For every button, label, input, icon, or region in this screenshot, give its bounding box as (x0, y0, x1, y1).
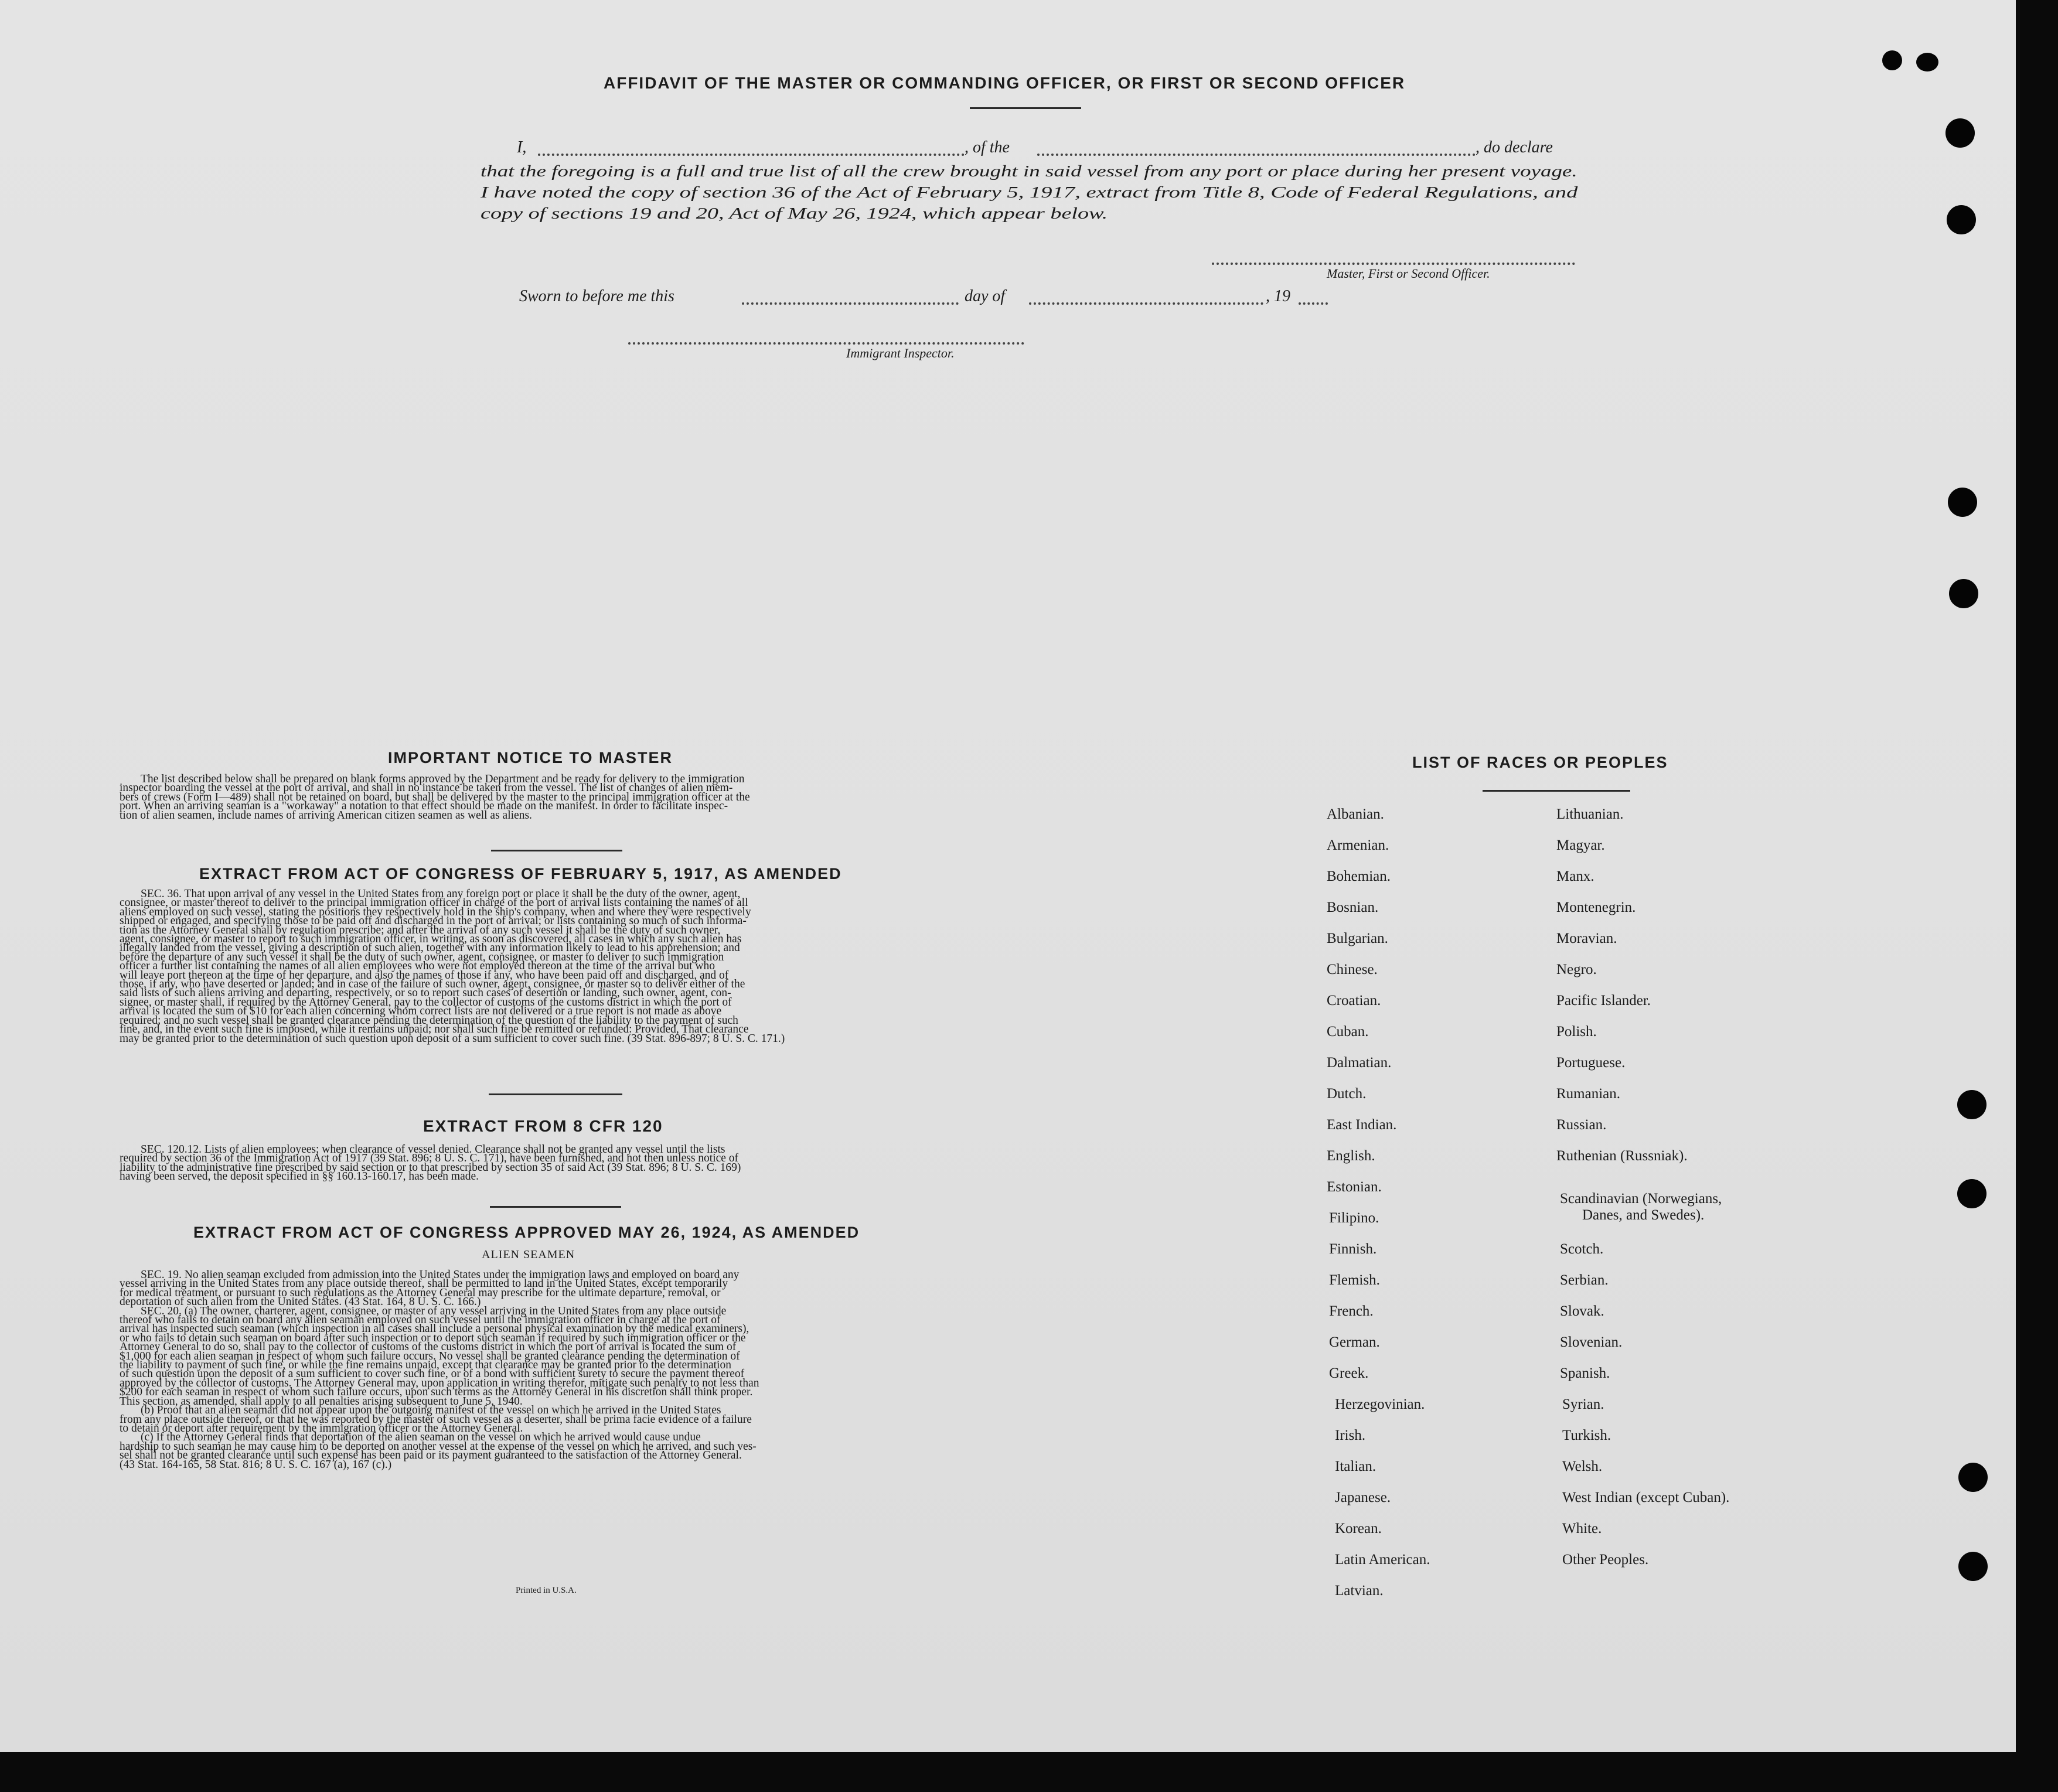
affidavit-title-rule (970, 107, 1081, 109)
extract-1917-line: may be granted prior to the determination of such question upon deposit of a sum sufficient to cover such fine. (39 Stat. 896-897; 8 U. S. C. 171.) (120, 1032, 785, 1045)
master-signature-field[interactable] (1212, 263, 1575, 265)
section-rule (489, 1093, 622, 1095)
extract-1924-line: of such question upon the deposit of a sum sufficient to cover such fine, or of a bond with sufficient surety to secure the payment thereof (120, 1368, 745, 1381)
race-item: Negro. (1556, 962, 1597, 977)
race-item: French. (1329, 1303, 1374, 1319)
race-item: Slovenian. (1560, 1334, 1623, 1350)
extract-1924-line: (c) If the Attorney General finds that deportation of the alien seaman on the vessel on which he arrived would cause undue (141, 1431, 701, 1444)
races-title: LIST OF RACES OR PEOPLES (1412, 754, 1668, 771)
master-signature-label: Master, First or Second Officer. (1327, 266, 1490, 281)
notice-line: inspector boarding the vessel at the port of arrival, and shall in no instance be taken from the vessel. The list of changes of alien mem- (120, 782, 733, 795)
extract-cfr-line: liability to the administrative fine prescribed by said section or to that prescribed by section 35 of said Act (39 Stat. 896; 8 U. S. C. 169) (120, 1161, 741, 1174)
affidavit-title: AFFIDAVIT OF THE MASTER OR COMMANDING OFFICER, OR FIRST OR SECOND OFFICER (604, 74, 1406, 92)
race-item: Spanish. (1560, 1365, 1610, 1381)
extract-1917-line: before the departure of any such vessel it shall be the duty of such owner, agent, consignee, or master to deliver to such immigration (120, 950, 724, 963)
race-item: Japanese. (1335, 1490, 1391, 1505)
race-item: Turkish. (1562, 1428, 1611, 1443)
race-item: Russian. (1556, 1117, 1607, 1133)
extract-1917-line: required; and no such vessel shall be granted clearance pending the determination of the question of the liability to the payment of such (120, 1014, 738, 1027)
extract-cfr-title: EXTRACT FROM 8 CFR 120 (423, 1117, 663, 1135)
race-item: Latin American. (1335, 1552, 1430, 1568)
race-item: German. (1329, 1334, 1380, 1350)
race-item: Scandinavian (Norwegians, (1560, 1191, 1722, 1207)
year-label: , 19 (1266, 287, 1290, 305)
race-item: Ruthenian (Russniak). (1556, 1148, 1688, 1164)
race-item: Scotch. (1560, 1241, 1604, 1257)
notice-line: The list described below shall be prepared on blank forms approved by the Department and be ready for delivery to the immigration (141, 773, 745, 785)
extract-1924-line: (43 Stat. 164-165, 58 Stat. 816; 8 U. S. C. 167 (a), 167 (c).) (120, 1458, 392, 1471)
extract-1917-line: agent, consignee, or master to report to such immigration officer, in writing, as soon as discovered, all cases in which any such alien has (120, 933, 742, 946)
extract-cfr-line: required by section 36 of the Immigration Act of 1917 (39 Stat. 896; 8 U. S. C. 171), have been furnished, and not then unless notice of (120, 1152, 739, 1165)
extract-1924-line: arrival has inspected such seaman (which inspection in all cases shall include a personal physical examination by the medical examiners), (120, 1323, 749, 1336)
race-item: Danes, and Swedes). (1582, 1207, 1705, 1223)
day-of-label: day of (965, 287, 1006, 305)
extract-1924-line: This section, as amended, shall apply to all penalties arising subsequent to June 5, 1940. (120, 1395, 523, 1408)
race-item: Montenegrin. (1556, 900, 1636, 915)
race-item: Moravian. (1556, 931, 1617, 946)
punch-hole (1958, 1552, 1988, 1581)
race-item: Dutch. (1327, 1086, 1367, 1102)
extract-1917-line: tion as the Attorney General shall by regulation prescribe; and after the arrival of any such vessel it shall be the duty of such owner, (120, 924, 721, 936)
race-item: Slovak. (1560, 1303, 1604, 1319)
race-item: Chinese. (1327, 962, 1378, 977)
inspector-label: Immigrant Inspector. (846, 346, 955, 360)
race-item: East Indian. (1327, 1117, 1397, 1133)
race-item: White. (1562, 1521, 1602, 1537)
affidavit-line-4: copy of sections 19 and 20, Act of May 26, 1924, which appear below. (481, 204, 1108, 222)
race-item: Dalmatian. (1327, 1055, 1392, 1071)
punch-hole (1947, 205, 1976, 234)
race-item: Rumanian. (1556, 1086, 1621, 1102)
affidavit-line-2: that the foregoing is a full and true list of all the crew brought in said vessel from any port or place during her present voyage. (481, 162, 1577, 180)
extract-1924-line: sel shall not be granted clearance until such expense has been paid or its payment guaranteed to the satisfaction of the Attorney General. (120, 1449, 742, 1462)
vessel-name-field[interactable] (1037, 154, 1476, 156)
race-item: Croatian. (1327, 993, 1381, 1009)
extract-1917-line: will leave port thereon at the time of her departure, and also the names of those if any, who have been paid off and discharged, and of (120, 969, 729, 982)
extract-1917-line: shipped or engaged, and specifying those to be paid off and discharged in the port of arrival; or lists containing so much of such informa- (120, 915, 747, 928)
race-item: Portuguese. (1556, 1055, 1626, 1071)
extract-1924-line: for medical treatment, or pursuant to such regulations as the Attorney General may prescribe for the ultimate departure, removal, or (120, 1286, 721, 1299)
punch-hole (1957, 1090, 1987, 1119)
affidavit-of-the-label: , of the (965, 138, 1010, 156)
punch-hole (1949, 579, 1978, 608)
race-item: Greek. (1329, 1365, 1369, 1381)
extract-cfr-body (120, 1145, 976, 1181)
race-item: Magyar. (1556, 837, 1605, 853)
race-item: Albanian. (1327, 806, 1384, 822)
extract-1924-line: $200 for each seaman in respect of whom such failure occurs, upon such terms as the Attorney General in his discretion shall think proper. (120, 1386, 753, 1399)
printed-in-usa: Printed in U.S.A. (516, 1586, 577, 1595)
extract-1924-line: vessel arriving in the United States from any place outside thereof, shall be permitted to land in the United States, except temporarily (120, 1277, 728, 1290)
race-item: Other Peoples. (1562, 1552, 1649, 1568)
section-rule (491, 850, 622, 851)
extract-1917-body (120, 890, 976, 1043)
punch-hole (1948, 488, 1977, 517)
affidavit-declare-label: , do declare (1476, 138, 1553, 156)
extract-1924-line: or who fails to detain such seaman on board after such inspection or to deport such seaman if required by such immigration officer or the (120, 1331, 746, 1344)
extract-1924-line: SEC. 20. (a) The owner, charterer, agent, consignee, or master of any vessel arriving in the United States from any place outside (141, 1304, 727, 1317)
race-item: Bosnian. (1327, 900, 1379, 915)
extract-cfr-line: having been served, the deposit specified in §§ 160.13-160.17, has been made. (120, 1170, 479, 1183)
extract-1924-line: deportation of such alien from the United States. (43 Stat. 164, 8 U. S. C. 166.) (120, 1296, 481, 1309)
extract-1917-line: SEC. 36. That upon arrival of any vessel in the United States from any foreign port or place it shall be the duty of the owner, agent, (141, 888, 741, 900)
extract-1924-subtitle: ALIEN SEAMEN (482, 1248, 575, 1261)
sworn-month-field[interactable] (1029, 302, 1263, 305)
race-item: Manx. (1556, 868, 1594, 884)
extract-1924-line: from any place outside thereof, or that he was reported by the master of such vessel as a deserter, shall be prima facie evidence of a failure (120, 1413, 752, 1426)
race-item: Irish. (1335, 1428, 1366, 1443)
extract-1917-title: EXTRACT FROM ACT OF CONGRESS OF FEBRUARY 5, 1917, AS AMENDED (199, 865, 842, 883)
race-item: Flemish. (1329, 1272, 1380, 1288)
extract-1924-title: EXTRACT FROM ACT OF CONGRESS APPROVED MAY 26, 1924, AS AMENDED (193, 1224, 860, 1241)
race-item: Serbian. (1560, 1272, 1609, 1288)
notice-body (120, 775, 976, 820)
extract-1917-line: said lists of such aliens arriving and departing, respectively, or so to report such cases of desertion or landing, such owner, agent, con- (120, 987, 731, 1000)
punch-hole (1957, 1179, 1987, 1208)
extract-1924-line: thereof who fails to detain on board any alien seaman employed on such vessel until the immigration officer in charge at the port of (120, 1314, 721, 1327)
extract-1924-line: (b) Proof that an alien seaman did not appear upon the outgoing manifest of the vessel on which he arrived in the United States (141, 1404, 721, 1417)
race-item: English. (1327, 1148, 1375, 1164)
extract-1917-line: officer a further list containing the names of all alien employees who were not employed thereon at the time of the arrival but who (120, 960, 715, 973)
race-item: Estonian. (1327, 1179, 1382, 1195)
notice-line: tion of alien seamen, include names of arriving American citizen seamen as well as aliens. (120, 809, 532, 822)
extract-1924-line: $1,000 for each alien seaman in respect of whom such failure occurs. No vessel shall be granted clearance pending the determination of (120, 1350, 740, 1362)
extract-1924-line: the liability to payment of such fine, or while the fine remains unpaid, except that clearance may be granted prior to the determination (120, 1359, 731, 1372)
punch-hole (1958, 1463, 1988, 1492)
race-item: West Indian (except Cuban). (1562, 1490, 1730, 1505)
race-item: Syrian. (1562, 1396, 1604, 1412)
notice-line: port. When an arriving seaman is a "workaway" a notation to that effect should be made on the manifest. In order to facilitate inspec- (120, 800, 728, 813)
extract-1917-line: arrival is located the sum of $10 for each alien concerning whom correct lists are not delivered or a true report is not made as above (120, 1005, 722, 1018)
race-item: Armenian. (1327, 837, 1389, 853)
section-rule (490, 1206, 621, 1208)
sworn-year-field[interactable] (1299, 302, 1328, 305)
notice-title: IMPORTANT NOTICE TO MASTER (388, 749, 673, 766)
race-item: Welsh. (1562, 1459, 1603, 1474)
extract-1917-line: fine, and, in the event such fine is imposed, while it remains unpaid; nor shall such fine be remitted or refunded: Provided, That clearance (120, 1023, 749, 1036)
extract-1917-line: aliens employed on such vessel, stating the positions they respectively hold in the ship's company, when and where they were respectively (120, 905, 751, 918)
extract-1924-line: approved by the collector of customs. The Attorney General may, upon application in writing therefor, mitigate such penalty to not less than (120, 1377, 759, 1389)
races-title-rule (1483, 790, 1630, 792)
race-item: Polish. (1556, 1024, 1597, 1040)
extract-1924-line: hardship to such seaman he may cause him to be deported on another vessel at the expense of the vessel on which he arrived, and such ves- (120, 1440, 757, 1453)
race-item: Herzegovinian. (1335, 1396, 1425, 1412)
punch-hole (1945, 118, 1975, 148)
race-item: Bulgarian. (1327, 931, 1388, 946)
race-item: Filipino. (1329, 1210, 1379, 1226)
race-item: Korean. (1335, 1521, 1382, 1537)
extract-1924-line: SEC. 19. No alien seaman excluded from admission into the United States under the immigration laws and employed on board any (141, 1269, 740, 1281)
affidavit-line-3: I have noted the copy of section 36 of the Act of February 5, 1917, extract from Title 8, Code of Federal Regulations, and (481, 183, 1578, 201)
punch-hole (1916, 53, 1938, 71)
extract-1917-line: illegally landed from the vessel, giving a description of such alien, together with any information likely to lead to his apprehension; and (120, 942, 740, 955)
sworn-label: Sworn to before me this (519, 287, 674, 305)
inspector-signature-field[interactable] (628, 342, 1024, 345)
affidavit-i-label: I, (517, 138, 527, 156)
race-item: Finnish. (1329, 1241, 1377, 1257)
sworn-date-field[interactable] (742, 302, 959, 305)
race-item: Pacific Islander. (1556, 993, 1651, 1009)
punch-hole (1882, 50, 1902, 70)
race-item: Latvian. (1335, 1583, 1384, 1599)
race-item: Cuban. (1327, 1024, 1369, 1040)
master-name-field[interactable] (538, 154, 965, 156)
extract-1924-body (120, 1270, 984, 1469)
race-item: Italian. (1335, 1459, 1376, 1474)
extract-cfr-line: SEC. 120.12. Lists of alien employees; when clearance of vessel denied. Clearance shall not be granted any vessel until the lists (141, 1143, 725, 1156)
race-item: Bohemian. (1327, 868, 1391, 884)
extract-1917-line: those, if any, who have deserted or landed; and in case of the failure of such owner, agent, consignee, or master so to deliver either of the (120, 978, 745, 991)
race-item: Lithuanian. (1556, 806, 1624, 822)
extract-1924-line: Attorney General to do so, shall pay to the collector of customs of the customs district in which the port of arrival is located the sum of (120, 1341, 737, 1354)
notice-line: bers of crews (Form I—489) shall not be retained on board, but shall be delivered by the master to the principal immigration officer at the (120, 791, 750, 803)
extract-1917-line: consignee, or master thereof to deliver to the principal immigration officer in charge of the port of arrival lists containing the names of all (120, 897, 748, 909)
extract-1924-line: to detain or deport after requirement by the immigration officer or the Attorney General. (120, 1422, 523, 1435)
extract-1917-line: signee, or master shall, if required by the Attorney General, pay to the collector of customs of the customs district in which the port of (120, 996, 732, 1009)
